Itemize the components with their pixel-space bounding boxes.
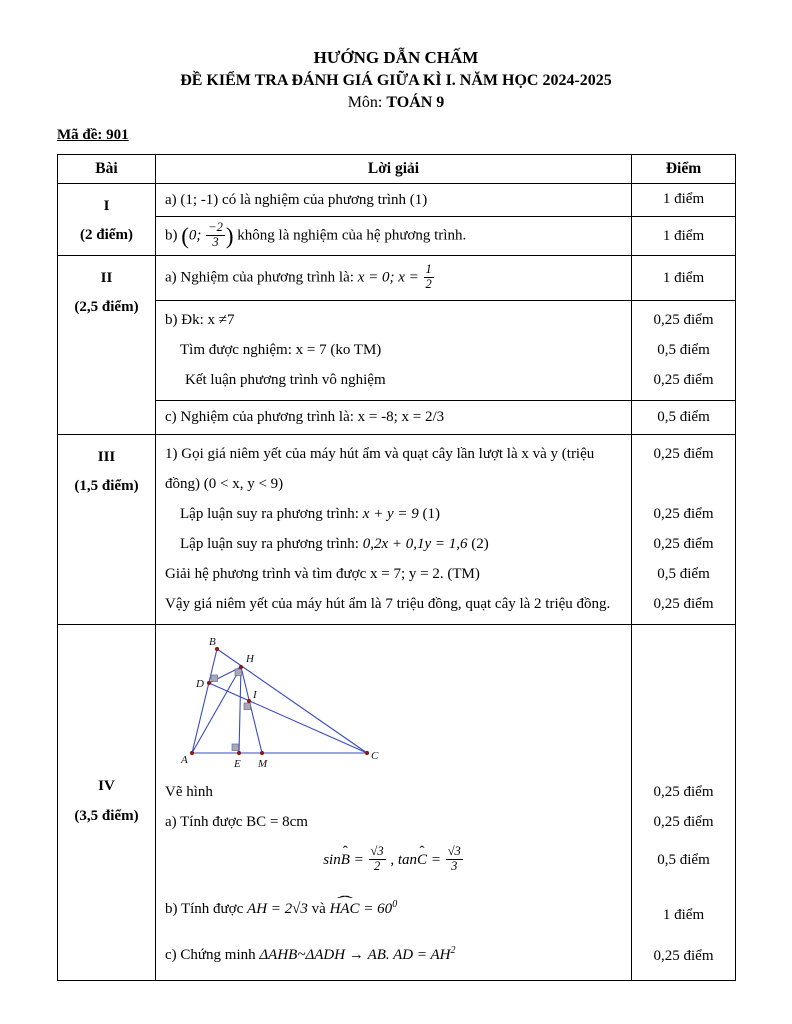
point-label-I: I	[253, 688, 257, 701]
document-subtitle: ĐỀ KIỂM TRA ĐÁNH GIÁ GIỮA KÌ I. NĂM HỌC 2024-2025	[180, 71, 612, 89]
section-points: (2 điểm)	[80, 226, 133, 243]
solution-formula: sinB ˆ = $\frac{√3}{2}$ , tanC ˆ = $\frac{√3}{3}$	[156, 837, 631, 883]
solution-I-b: b) (0; $\frac{-2}{3}$ ) không là nghiệm của hệ phương trình.	[156, 217, 632, 256]
score-I-a: 1 điểm	[632, 183, 736, 217]
section-points: (3,5 điểm)	[74, 807, 139, 824]
document-title: HƯỚNG DẪN CHẤM	[313, 48, 479, 67]
solution-text: Vẽ hình	[165, 783, 213, 800]
score: 0,25 điểm	[631, 499, 735, 529]
point-E	[237, 750, 241, 754]
section-label: II	[100, 270, 113, 287]
score-II-a: 1 điểm	[632, 256, 736, 301]
solution-line	[156, 301, 735, 335]
section-points: (1,5 điểm)	[74, 477, 139, 494]
cell-IV	[156, 624, 736, 980]
point-label-C: C	[371, 749, 379, 762]
point-A	[190, 750, 194, 754]
row-I-a	[58, 183, 736, 217]
solution-line	[156, 435, 735, 499]
score: 0,25 điểm	[631, 365, 735, 400]
solution-text: c) Chứng minh ΔAHB~ΔADH → AB. AD = $AH^2$	[165, 944, 456, 963]
solution-line	[156, 365, 735, 400]
row-II-a	[58, 256, 736, 301]
point-label-D: D	[196, 677, 204, 690]
section-points: (2,5 điểm)	[74, 299, 139, 316]
solution-line	[156, 777, 735, 807]
row-III	[58, 434, 736, 624]
solution-text: a) Tính được BC = 8cm	[165, 813, 308, 830]
section-label: IV	[98, 778, 115, 795]
section-III-label-cell	[58, 434, 156, 624]
score-empty	[631, 625, 735, 777]
score: 0,25 điểm	[631, 777, 735, 807]
figure-labels	[180, 636, 379, 770]
score-I-b: 1 điểm	[632, 217, 736, 256]
answer-table	[57, 154, 736, 981]
point-M	[260, 750, 264, 754]
score: 0,25 điểm	[631, 589, 735, 624]
solution-text: Kết luận phương trình vô nghiệm	[185, 372, 386, 389]
section-II-label-cell	[58, 256, 156, 435]
solution-text: 1) Gọi giá niêm yết của máy hút ẩm và quạt cây lần lượt là x và y (triệu đồng) (0 < x, y < 9)	[165, 445, 595, 492]
score: 0,25 điểm	[631, 931, 735, 980]
point-label-E: E	[234, 757, 241, 770]
section-IV-label-cell	[58, 624, 156, 980]
solution-II-a: a) Nghiệm của phương trình là: x = 0; x = $\frac{1}{2}$	[156, 256, 632, 301]
solution-text: b) Tính được AH = 2√3 và HAC ˆ = $60^0$	[156, 883, 631, 931]
point-label-H: H	[246, 652, 254, 665]
solution-text: Lập luận suy ra phương trình: 0,2x + 0,1y = 1,6 (2)	[180, 535, 489, 552]
solution-text: Lập luận suy ra phương trình: x + y = 9 (1)	[180, 505, 441, 522]
solution-line	[156, 807, 735, 837]
score: 0,5 điểm	[631, 335, 735, 365]
score-II-c: 0,5 điểm	[632, 401, 736, 435]
subject-name: TOÁN 9	[386, 94, 445, 112]
geometry-figure	[177, 635, 382, 775]
score: 1 điểm	[631, 883, 735, 931]
solution-I-a: a) (1; -1) có là nghiệm của phương trình (1)	[156, 183, 632, 217]
solution-line	[156, 931, 735, 980]
solution-line	[156, 589, 735, 624]
subject-label: Môn:	[347, 94, 387, 112]
solution-line	[156, 499, 735, 529]
point-label-M: M	[258, 757, 268, 770]
score: 0,25 điểm	[631, 529, 735, 559]
score: 0,5 điểm	[631, 837, 735, 883]
solution-line	[156, 335, 735, 365]
row-II-c	[58, 401, 736, 435]
score: 0,25 điểm	[631, 435, 735, 499]
exam-code: Mã đề: 901	[57, 126, 129, 143]
solution-line	[156, 559, 735, 589]
point-I	[247, 698, 251, 702]
solution-text: b) Đk: x ≠7	[165, 312, 235, 329]
section-I-label-cell	[58, 183, 156, 256]
score: 0,25 điểm	[631, 807, 735, 837]
point-label-B: B	[209, 635, 216, 648]
figure-points	[190, 646, 369, 754]
figure-row	[156, 625, 735, 777]
section-label: III	[97, 448, 116, 465]
point-H	[239, 664, 243, 668]
score: 0,25 điểm	[631, 301, 735, 335]
column-header-diem: Điểm	[632, 154, 736, 183]
column-header-bai: Bài	[58, 154, 156, 183]
score: 0,5 điểm	[631, 559, 735, 589]
figure-container	[156, 625, 631, 777]
column-header-loigiai: Lời giải	[156, 154, 632, 183]
row-II-b	[58, 301, 736, 401]
figure-lines	[192, 649, 367, 753]
section-label: I	[103, 197, 110, 214]
solution-line	[156, 529, 735, 559]
solution-text: Vậy giá niêm yết của máy hút ẩm là 7 triệu đồng, quạt cây là 2 triệu đồng.	[165, 595, 611, 612]
point-D	[207, 680, 211, 684]
solution-text: Giải hệ phương trình và tìm được x = 7; y = 2. (TM)	[165, 565, 480, 582]
cell-II-b	[156, 301, 736, 401]
solution-II-c: c) Nghiệm của phương trình là: x = -8; x = 2/3	[156, 401, 632, 435]
solution-text: Tìm được nghiệm: x = 7 (ko TM)	[180, 342, 382, 359]
row-IV	[58, 624, 736, 980]
point-label-A: A	[181, 753, 188, 766]
solution-line	[156, 837, 735, 883]
solution-line	[156, 883, 735, 931]
cell-III	[156, 434, 736, 624]
document-header	[57, 46, 735, 115]
row-I-b	[58, 217, 736, 256]
table-header-row	[58, 154, 736, 183]
point-C	[365, 750, 369, 754]
subject-line	[57, 92, 735, 114]
